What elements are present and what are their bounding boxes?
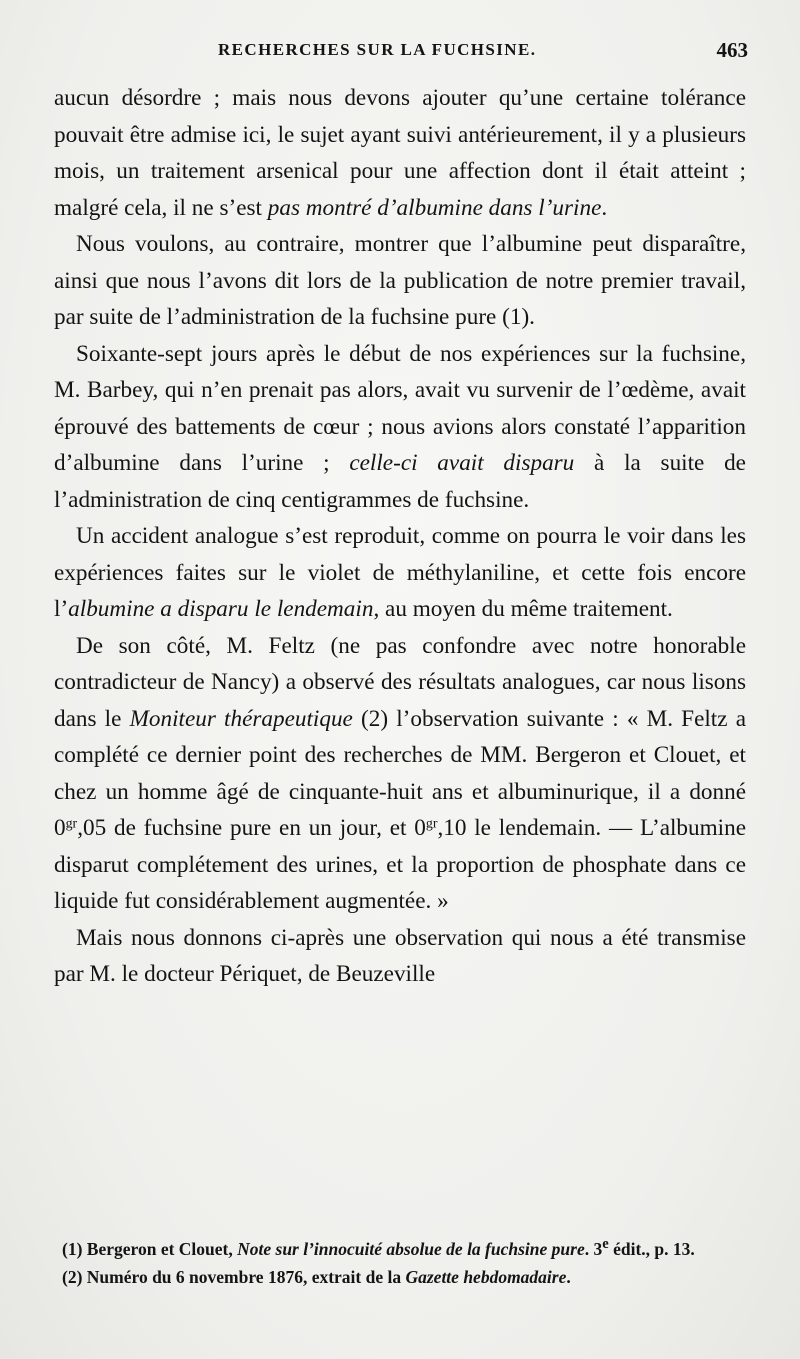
text-run: Soixante-sept jours après le début de nos expériences sur la fuchsine, M. Barbey, qui n’en prenait pas alors, avait vu survenir de l’œdème, avait éprouvé des battements de cœur ; nous avions alors constaté l’apparition d’albumine dans l’urine ;	[54, 340, 746, 476]
footnote-2	[62, 1263, 748, 1291]
text-run: ,05 de fuchsine pure en un jour, et 0	[77, 815, 426, 841]
footnote-1	[62, 1230, 748, 1263]
text-run: Mais nous donnons ci-après une observation qui nous a été transmise par M. le docteur Périquet, de Beuzeville	[54, 924, 746, 987]
italic-text: pas montré d’albumine dans l’urine	[267, 194, 602, 221]
superscript: e	[602, 1236, 609, 1252]
text-run: Un accident analogue s’est reproduit, comme on pourra le voir dans les expériences faites sur le violet de méthylaniline, et cette fois encore l’	[54, 523, 746, 622]
text-run: . 3	[584, 1238, 603, 1259]
italic-text: albumine a disparu le lendemain	[68, 596, 374, 622]
text-run: (2) l’observation suivante : « M. Feltz a complété ce dernier point des recherches de MM. Bergeron et Clouet, et chez un homme âgé de cinquante-huit ans et albuminurique, il a donné 0	[54, 705, 746, 841]
text-run: Nous voulons, au contraire, montrer que l’albumine peut disparaître, ainsi que nous l’avons dit lors de la publication de notre premier travail, par suite de l’administration de la fuchsine pure (1).	[54, 231, 746, 330]
italic-text: Moniteur thérapeutique	[129, 705, 353, 732]
page-number: 463	[716, 38, 748, 62]
text-run: De son côté, M. Feltz (ne pas confondre avec notre honorable contradicteur de Nancy) a observé des résultats analogues, car nous lisons dans le	[54, 632, 746, 732]
running-title: RECHERCHES SUR LA FUCHSINE.	[218, 40, 537, 59]
paragraph-4	[54, 518, 746, 628]
text-run: édit., p. 13.	[608, 1238, 695, 1259]
italic-text: Gazette hebdomadaire	[405, 1266, 567, 1287]
text-run: , au moyen du même traitement.	[373, 596, 673, 622]
main-text	[54, 80, 746, 993]
text-run: ,10 le lendemain. — L’albumine disparut complétement des urines, et la proportion de phosphate dans ce liquide fut considérablement augmentée. »	[54, 815, 746, 914]
text-run: .	[601, 194, 608, 221]
text-run: à la suite de l’administration de cinq centigrammes de fuchsine.	[54, 450, 746, 513]
superscript: gr	[425, 816, 438, 832]
running-header	[76, 36, 748, 66]
paragraph-1	[54, 80, 746, 226]
text-run: (2) Numéro du 6 novembre 1876, extrait de la	[62, 1266, 406, 1287]
text-run: .	[566, 1266, 571, 1287]
footnotes	[62, 1230, 748, 1291]
italic-text: celle-ci avait disparu	[349, 450, 575, 476]
text-run: aucun désordre ; mais nous devons ajouter qu’une certaine tolérance pouvait être admise ici, le sujet ayant suivi antérieurement, il y a plusieurs mois, un traitement arsenical pour une affection dont il était atteint ; malgré cela, il ne s’est	[54, 85, 746, 221]
text-run: (1) Bergeron et Clouet,	[62, 1238, 238, 1259]
paragraph-2	[54, 226, 746, 336]
paragraph-6	[54, 920, 746, 993]
paragraph-3	[54, 336, 746, 519]
italic-text: Note sur l’innocuité absolue de la fuchsine pure	[237, 1238, 585, 1259]
superscript: gr	[65, 816, 78, 832]
paragraph-5	[54, 628, 746, 920]
